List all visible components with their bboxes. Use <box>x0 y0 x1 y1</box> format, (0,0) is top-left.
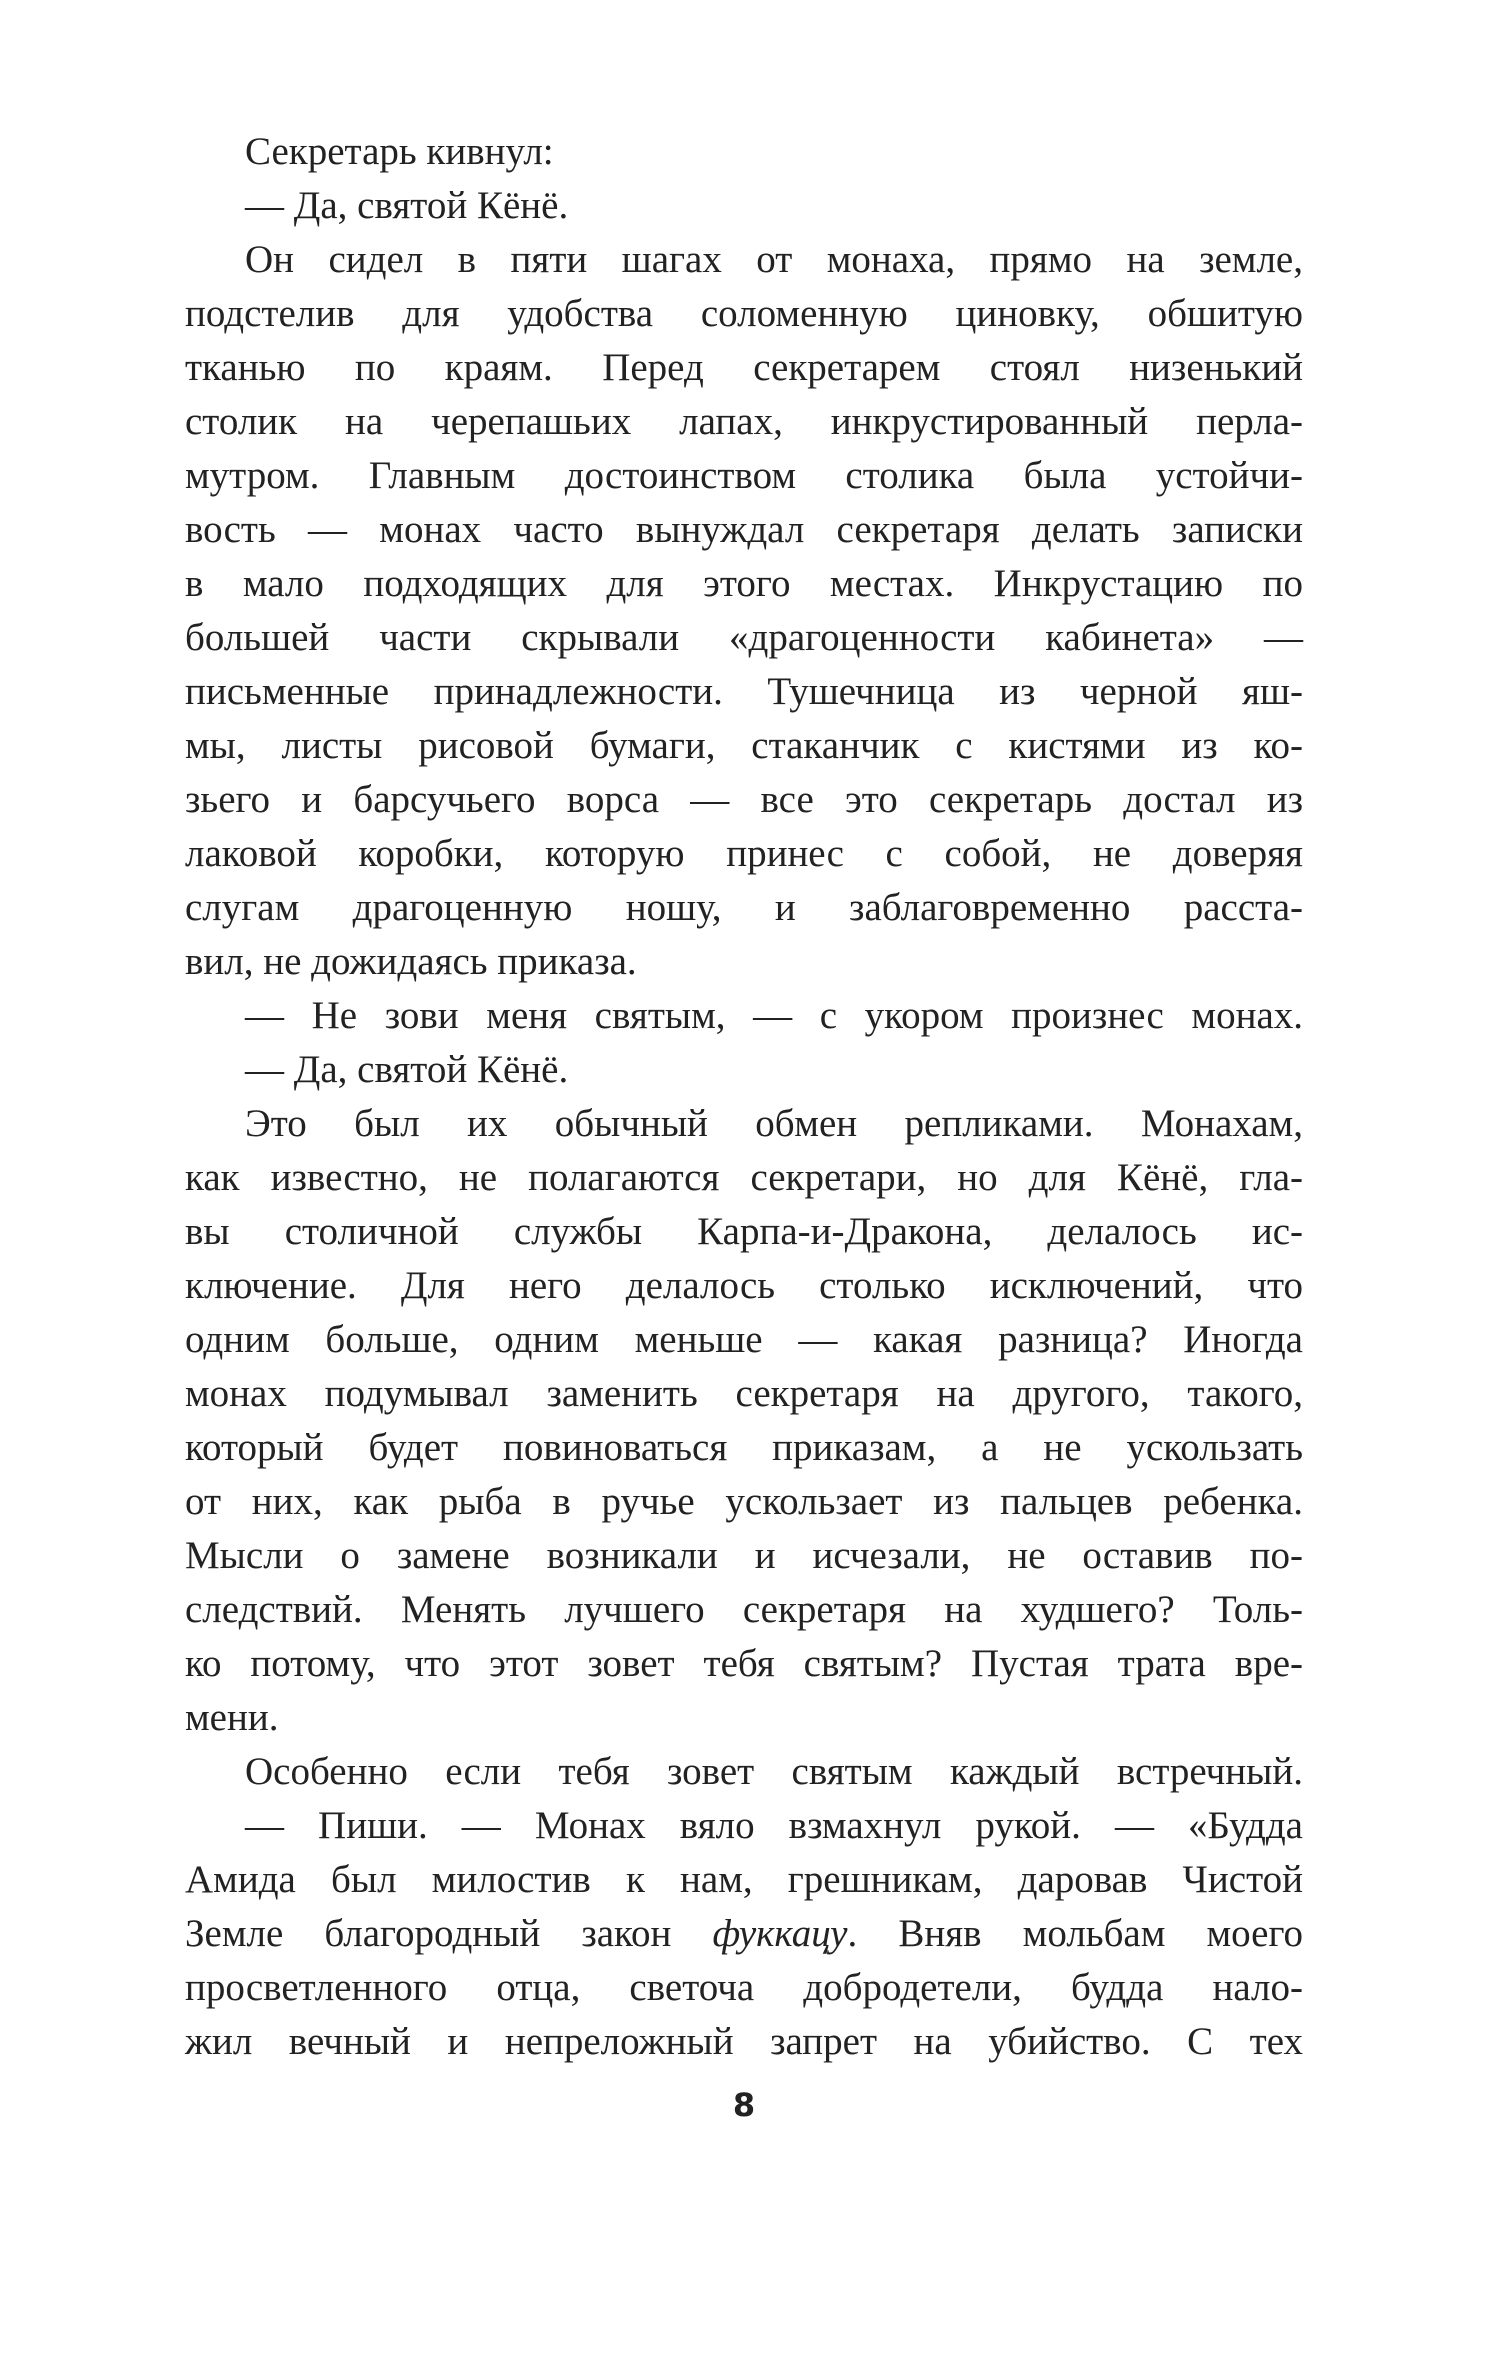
dialogue-line: — Да, святой Кёнё. <box>245 1048 569 1091</box>
text-line: Мысли о замене возникали и исчезали, не оставив по- <box>185 1534 1303 1577</box>
body-text <box>185 125 1303 2069</box>
text-line: ключение. Для него делалось столько исключений, что <box>185 1264 1303 1307</box>
text-line: лаковой коробки, которую принес с собой, не доверяя <box>185 832 1303 875</box>
text-line: мени. <box>185 1696 279 1739</box>
dialogue-line: — Да, святой Кёнё. <box>245 184 569 227</box>
text-line: Особенно если тебя зовет святым каждый встречный. <box>245 1750 1303 1793</box>
text-line: следствий. Менять лучшего секретаря на худшего? Толь- <box>185 1588 1303 1631</box>
text-line: как известно, не полагаются секретари, но для Кёнё, гла- <box>185 1156 1303 1199</box>
text-line: письменные принадлежности. Тушечница из черной яш- <box>185 670 1303 713</box>
italic-term: фуккацу <box>712 1912 848 1955</box>
text-line: от них, как рыба в ручье ускользает из пальцев ребенка. <box>185 1480 1303 1523</box>
text-line: монах подумывал заменить секретаря на другого, такого, <box>185 1372 1303 1415</box>
text-line: мы, листы рисовой бумаги, стаканчик с кистями из ко- <box>185 724 1303 767</box>
text-line: жил вечный и непреложный запрет на убийство. С тех <box>185 2020 1303 2063</box>
text-line: Он сидел в пяти шагах от монаха, прямо на земле, <box>245 238 1303 281</box>
text-line: вы столичной службы Карпа-и-Дракона, делалось ис- <box>185 1210 1303 1253</box>
text-line: Секретарь кивнул: <box>245 130 554 173</box>
text-line: зьего и барсучьего ворса — все это секретарь достал из <box>185 778 1303 821</box>
text-segment: . Вняв мольбам моего <box>847 1912 1303 1955</box>
text-line: в мало подходящих для этого местах. Инкрустацию по <box>185 562 1303 605</box>
text-line: тканью по краям. Перед секретарем стоял низенький <box>185 346 1303 389</box>
text-line: подстелив для удобства соломенную циновку, обшитую <box>185 292 1303 335</box>
text-line: слугам драгоценную ношу, и заблаговременно расста- <box>185 886 1303 929</box>
text-line: который будет повиноваться приказам, а не ускользать <box>185 1426 1303 1469</box>
text-line-with-italic <box>185 1907 1303 1961</box>
text-line: вил, не дожидаясь приказа. <box>185 940 637 983</box>
text-line: Амида был милостив к нам, грешникам, даровав Чистой <box>185 1858 1303 1901</box>
text-line: Это был их обычный обмен репликами. Монахам, <box>245 1102 1303 1145</box>
text-segment: Земле благородный закон <box>185 1912 672 1955</box>
dialogue-line: — Пиши. — Монах вяло взмахнул рукой. — «Будда <box>245 1804 1303 1847</box>
text-line: одним больше, одним меньше — какая разница? Иногда <box>185 1318 1303 1361</box>
page-number: 8 <box>732 2086 756 2124</box>
text-line: ко потому, что этот зовет тебя святым? Пустая трата вре- <box>185 1642 1303 1685</box>
text-line: большей части скрывали «драгоценности кабинета» — <box>185 616 1303 659</box>
text-line: просветленного отца, светоча добродетели, будда нало- <box>185 1966 1303 2009</box>
text-line: вость — монах часто вынуждал секретаря делать записки <box>185 508 1303 551</box>
text-line: столик на черепашьих лапах, инкрустированный перла- <box>185 400 1303 443</box>
dialogue-line: — Не зови меня святым, — с укором произнес монах. <box>245 994 1303 1037</box>
text-line: мутром. Главным достоинством столика была устойчи- <box>185 454 1303 497</box>
